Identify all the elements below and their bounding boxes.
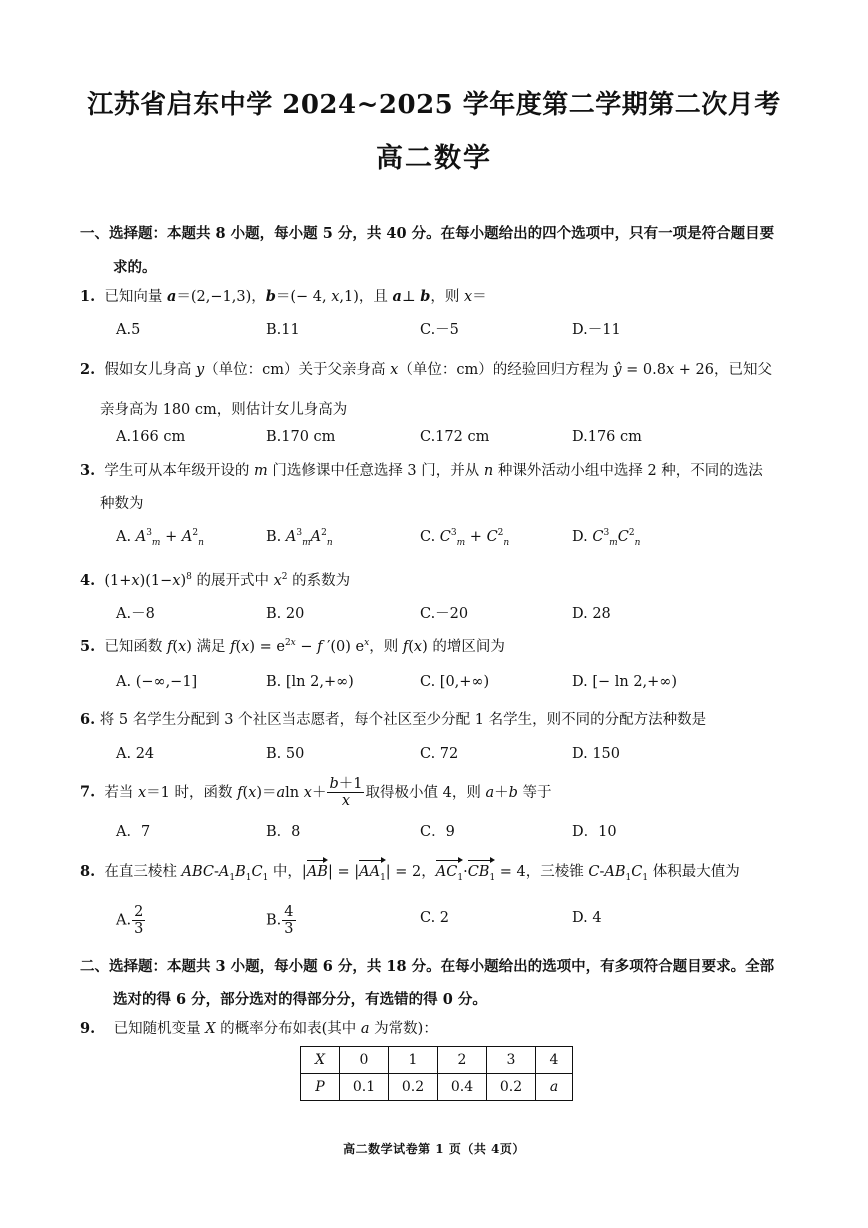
q4-option-a: A.－8	[116, 606, 155, 622]
q8-option-a: A. $\frac{2}{3}$	[116, 904, 144, 937]
question-text: $(1+x)(1-x)^8$ 的展开式中 $x^2$ 的系数为	[99, 572, 351, 589]
q5-option-d: D. [− ln 2,+∞)	[572, 674, 678, 690]
q7-option-c: C．9	[420, 824, 455, 840]
q5-option-c: C. [0,+∞)	[420, 674, 490, 690]
q4-option-b: B. 20	[266, 606, 305, 622]
table-row	[301, 1074, 573, 1101]
q7-option-d: D．10	[572, 824, 617, 840]
q2-option-c: C.172 cm	[420, 429, 490, 445]
table-cell: 0.1	[340, 1074, 389, 1101]
q8-option-c: C. 2	[420, 910, 450, 926]
q3-option-b: B. $A^3_mA^2_n$	[266, 528, 333, 548]
q7-option-b: B．8	[266, 824, 301, 840]
probability-distribution-table	[300, 1046, 573, 1101]
page-footer: 高二数学试卷第 1 页（共 4页）	[343, 1142, 525, 1156]
table-row	[301, 1047, 573, 1074]
table-cell: a	[536, 1074, 573, 1101]
question-number: 1.	[80, 288, 96, 305]
question-6	[80, 710, 706, 730]
question-text: 若当 x＝1 时，函数 f(x)＝aln x＋ $\frac{b+1}{x}$ 取得极小值 4，则 a＋b 等于	[99, 776, 552, 809]
section2-heading: 二、选择题：本题共 3 小题，每小题 6 分，共 18 分。在每小题给出的选项中，有多项符合题目要求。全部	[80, 958, 775, 975]
q3-option-c: C. $C^3_m + C^2_n$	[420, 528, 510, 548]
q6-option-b: B. 50	[266, 746, 305, 762]
section2-heading-cont: 选对的得 6 分，部分选对的得部分分，有选错的得 0 分。	[113, 991, 487, 1008]
question-2-cont: 亲身高为 180 cm，则估计女儿身高为	[100, 402, 348, 418]
q2-option-d: D.176 cm	[572, 429, 642, 445]
question-text: 已知向量 a＝(2,−1,3)，b＝(− 4, x,1)，且 a⊥ b，则 x＝	[99, 288, 487, 305]
question-number: 5.	[80, 638, 96, 655]
table-cell: 0.2	[487, 1074, 536, 1101]
q5-option-a: A. (−∞,−1]	[116, 674, 198, 690]
question-9	[80, 1019, 438, 1039]
q8-option-b: B. $\frac{4}{3}$	[266, 904, 294, 937]
q4-option-c: C.－20	[420, 606, 469, 622]
question-3-cont: 种数为	[100, 496, 144, 512]
section1-heading: 一、选择题：本题共 8 小题，每小题 5 分，共 40 分。在每小题给出的四个选项中，只有一项是符合题目要	[80, 225, 775, 242]
q7-option-a: A．7	[116, 824, 151, 840]
table-cell: 0.2	[389, 1074, 438, 1101]
q3-option-d: D. $C^3_mC^2_n$	[572, 528, 641, 548]
q4-option-d: D. 28	[572, 606, 611, 622]
question-number: 7.	[80, 783, 96, 801]
q2-option-a: A.166 cm	[116, 429, 186, 445]
question-4	[80, 571, 350, 591]
q1-option-b: B.11	[266, 322, 300, 338]
table-cell: 0	[340, 1047, 389, 1074]
q6-option-c: C. 72	[420, 746, 459, 762]
question-number: 2.	[80, 361, 96, 378]
q1-option-c: C.－5	[420, 322, 459, 338]
exam-title: 江苏省启东中学 2024~2025 学年度第二学期第二次月考	[87, 90, 781, 120]
question-number: 3.	[80, 462, 96, 479]
question-number: 4.	[80, 572, 96, 589]
q5-option-b: B. [ln 2,+∞)	[266, 674, 354, 690]
question-text: 学生可从本年级开设的 m 门选修课中任意选择 3 门，并从 n 种课外活动小组中选择 2 种，不同的选法	[99, 463, 763, 479]
exam-subject: 高二数学	[376, 143, 492, 174]
q1-option-a: A.5	[116, 322, 141, 338]
question-text: 假如女儿身高 y（单位：cm）关于父亲身高 x（单位：cm）的经验回归方程为 ŷ = 0.8x + 26，已知父	[99, 362, 772, 378]
q3-option-a: A. $A^3_m + A^2_n$	[116, 528, 204, 548]
question-3	[80, 461, 763, 481]
q6-option-a: A. 24	[116, 746, 155, 762]
question-number: 8.	[80, 863, 96, 880]
question-text: 已知随机变量 X 的概率分布如表(其中 a 为常数)：	[99, 1021, 438, 1037]
section1-heading-cont: 求的。	[113, 259, 157, 276]
question-text: 将 5 名学生分配到 3 个社区当志愿者，每个社区至少分配 1 名学生，则不同的分配方法种数是	[99, 712, 707, 728]
q8-option-d: D. 4	[572, 910, 602, 926]
table-header-p: P	[301, 1074, 340, 1101]
question-1	[80, 287, 487, 307]
q2-option-b: B.170 cm	[266, 429, 336, 445]
table-header-x: X	[301, 1047, 340, 1074]
question-7	[80, 776, 552, 809]
table-cell: 4	[536, 1047, 573, 1074]
question-number: 9.	[80, 1020, 96, 1037]
table-cell: 1	[389, 1047, 438, 1074]
q6-option-d: D. 150	[572, 746, 621, 762]
question-5	[80, 637, 505, 657]
question-8	[80, 858, 740, 882]
q1-option-d: D.－11	[572, 322, 621, 338]
table-cell: 2	[438, 1047, 487, 1074]
question-text: 在直三棱柱 ABC-$A_1B_1C_1$ 中，$|AB| = |AA_1| = 2$，$AC_1\cdot CB_1 = 4$，三棱锥 $C-AB_1C_1$ 体积最大值为	[100, 864, 740, 880]
table-cell: 3	[487, 1047, 536, 1074]
table-cell: 0.4	[438, 1074, 487, 1101]
question-text: 已知函数 f(x) 满足 $f(x) = e^{2x} - f$ ′(0) $e^x$，则 f(x) 的增区间为	[99, 638, 505, 655]
question-number: 6.	[80, 711, 96, 728]
question-2	[80, 360, 772, 380]
